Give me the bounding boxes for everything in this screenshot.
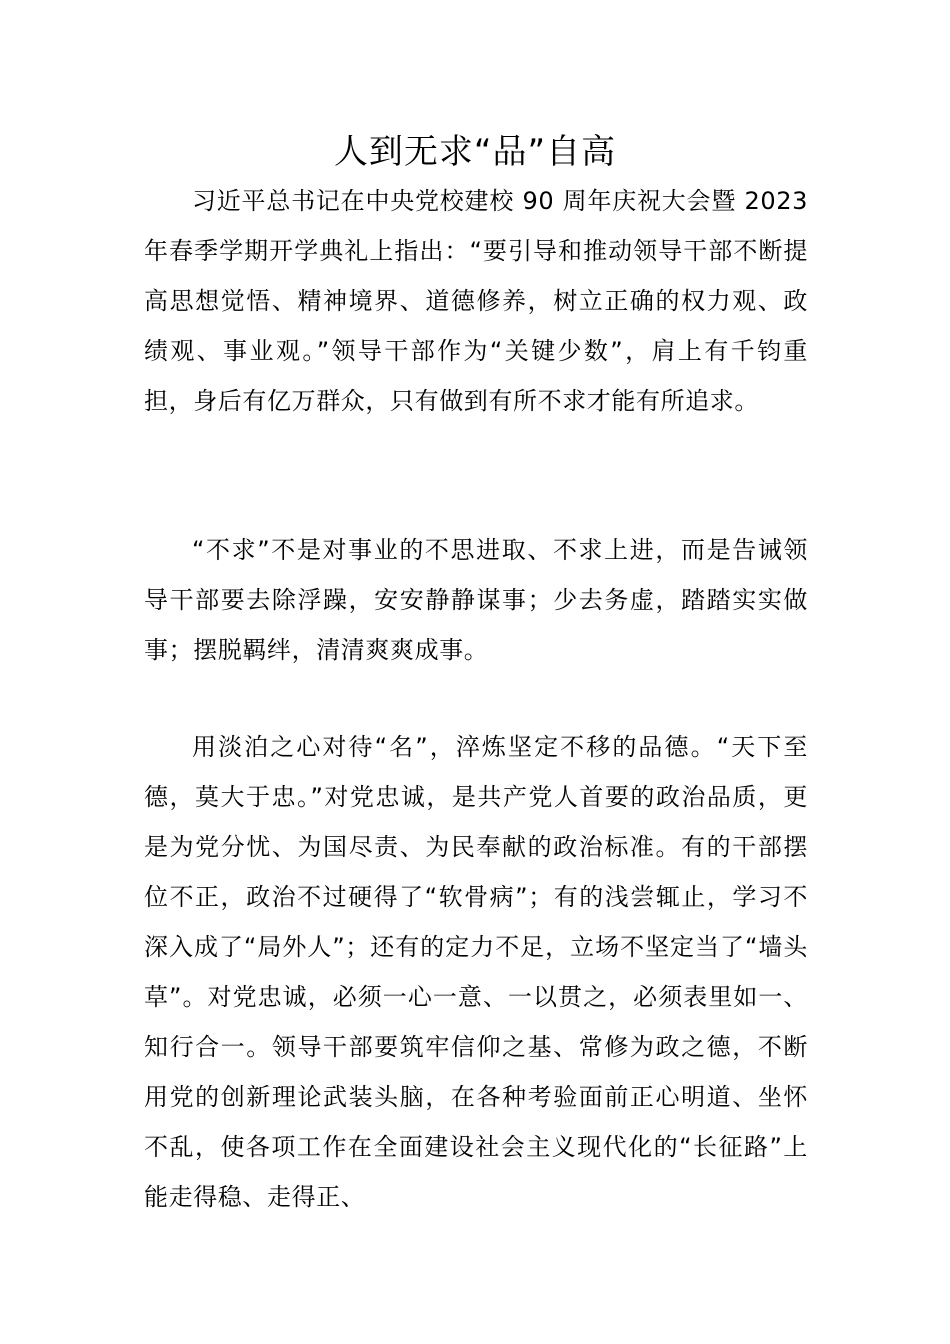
paragraph-3: 用淡泊之心对待“名”，淬炼坚定不移的品德。“天下至德，莫大于忠。”对党忠诚，是共产党人首要的政治品质，更是为党分忧、为国尽责、为民奉献的政治标准。有的干部摆位不正，政治不过硬得了“软骨病”；有的浅尝辄止，学习不深入成了“局外人”；还有的定力不足，立场不坚定当了“墙头草”。对党忠诚，必须一心一意、一以贯之，必须表里如一、知行合一。领导干部要筑牢信仰之基、常修为政之德，不断用党的创新理论武装头脑，在各种考验面前正心明道、坐怀不乱，使各项工作在全面建设社会主义现代化的“长征路”上能走得稳、走得正、 (144, 733, 808, 1211)
document-title: 人到无求“品”自高 (333, 132, 617, 172)
paragraph-2: “不求”不是对事业的不思进取、不求上进，而是告诫领导干部要去除浮躁，安安静静谋事；少去务虚，踏踏实实做事；摆脱羁绊，清清爽爽成事。 (144, 536, 808, 664)
paragraph-1: 习近平总书记在中央党校建校 90 周年庆祝大会暨 2023 年春季学期开学典礼上指出：“要引导和推动领导干部不断提高思想觉悟、精神境界、道德修养，树立正确的权力观、政绩观、事业观。”领导干部作为“关键少数”，肩上有千钧重担，身后有亿万群众，只有做到有所不求才能有所追求。 (144, 187, 808, 415)
